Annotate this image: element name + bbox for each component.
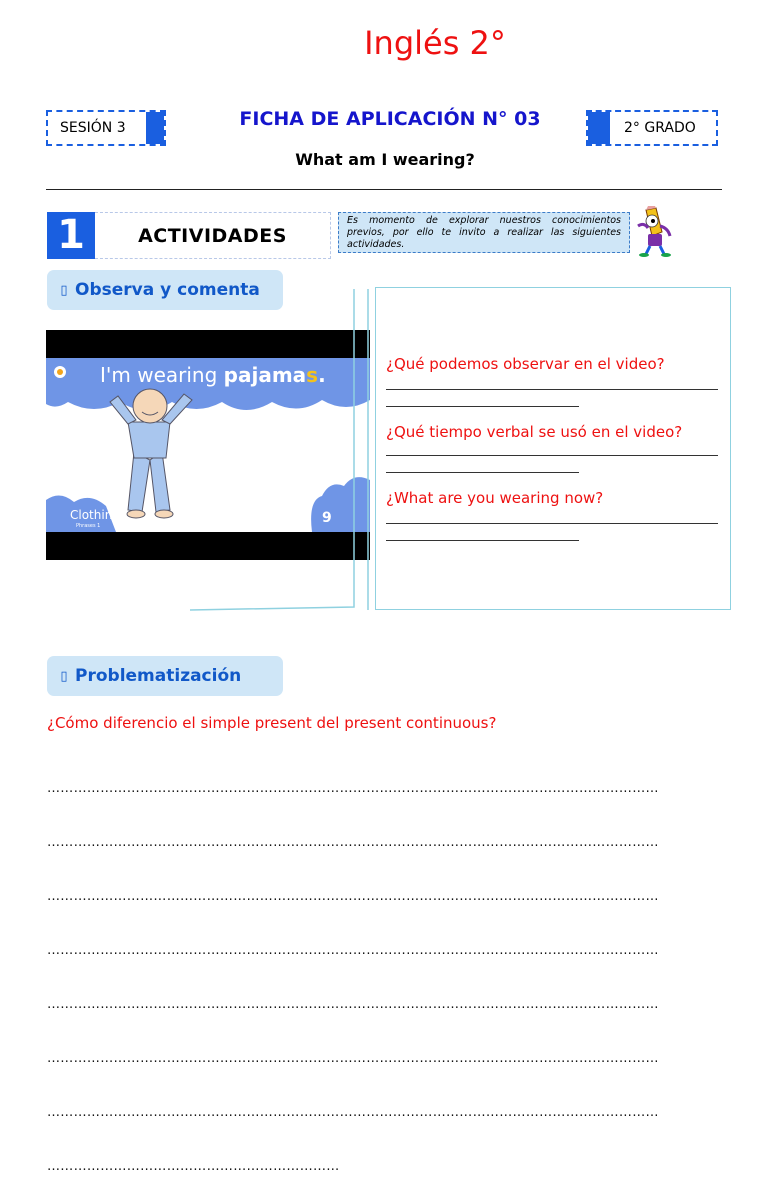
square-bullet-icon: ▯ (60, 668, 68, 684)
dotted-answer-line[interactable]: ………………………………………………………………………………………………………………………… (47, 1105, 659, 1120)
grade-label: 2° GRADO (624, 120, 696, 136)
answer-area[interactable] (47, 744, 727, 1194)
problem-section-label (47, 656, 283, 696)
video-badge-sub: Phrases 1 (76, 523, 101, 529)
header-divider (46, 189, 722, 190)
question-3: ¿What are you wearing now? (386, 489, 604, 507)
dotted-answer-line[interactable]: ………………………………………………………… (47, 1159, 340, 1174)
panel-bracket (186, 285, 376, 615)
question-1: ¿Qué podemos observar en el video? (386, 355, 665, 373)
session-label: SESIÓN 3 (60, 120, 126, 136)
questions-panel (375, 287, 731, 610)
section-heading-label: ACTIVIDADES (138, 224, 287, 247)
dotted-answer-line[interactable]: ………………………………………………………………………………………………………………………… (47, 889, 659, 904)
dotted-answer-line[interactable]: ………………………………………………………………………………………………………………………… (47, 997, 659, 1012)
intro-note: Es momento de explorar nuestros conocimientos previos, por ello te invito a realizar las siguientes actividades. (338, 212, 630, 253)
answer-line[interactable] (386, 389, 718, 390)
square-bullet-icon: ▯ (60, 282, 68, 298)
answer-line[interactable] (386, 523, 718, 524)
section-heading (95, 212, 331, 259)
grade-tag-stripe (588, 112, 610, 144)
dotted-answer-line[interactable]: ………………………………………………………………………………………………………………………… (47, 781, 659, 796)
answer-line[interactable] (386, 540, 579, 541)
question-2: ¿Qué tiempo verbal se usó en el video? (386, 423, 683, 441)
problem-question: ¿Cómo diferencio el simple present del present continuous? (47, 714, 497, 732)
video-badge: Clothing (70, 508, 120, 522)
sheet-subtitle: What am I wearing? (295, 150, 475, 169)
answer-line[interactable] (386, 455, 718, 456)
grade-tag (586, 110, 718, 146)
dotted-answer-line[interactable]: ………………………………………………………………………………………………………………………… (47, 1051, 659, 1066)
video-caption-end: s (306, 363, 319, 387)
section-number: 1 (47, 212, 95, 259)
observe-label-text: Observa y comenta (75, 280, 260, 300)
dotted-answer-line[interactable]: ………………………………………………………………………………………………………………………… (47, 943, 659, 958)
session-tag (46, 110, 166, 146)
answer-line[interactable] (386, 406, 579, 407)
session-tag-stripe (146, 112, 164, 144)
page-title: Inglés 2° (364, 24, 506, 62)
sheet-title: FICHA DE APLICACIÓN N° 03 (239, 108, 541, 130)
video-caption-dot: . (318, 363, 326, 387)
problem-label-text: Problematización (75, 666, 242, 686)
video-caption-bold: pajama (223, 363, 307, 387)
video-number: 9 (322, 510, 332, 526)
answer-line[interactable] (386, 472, 579, 473)
video-caption-plain: I'm wearing (100, 363, 224, 387)
dotted-answer-line[interactable]: ………………………………………………………………………………………………………………………… (47, 835, 659, 850)
pencil-mascot-icon (632, 206, 674, 258)
